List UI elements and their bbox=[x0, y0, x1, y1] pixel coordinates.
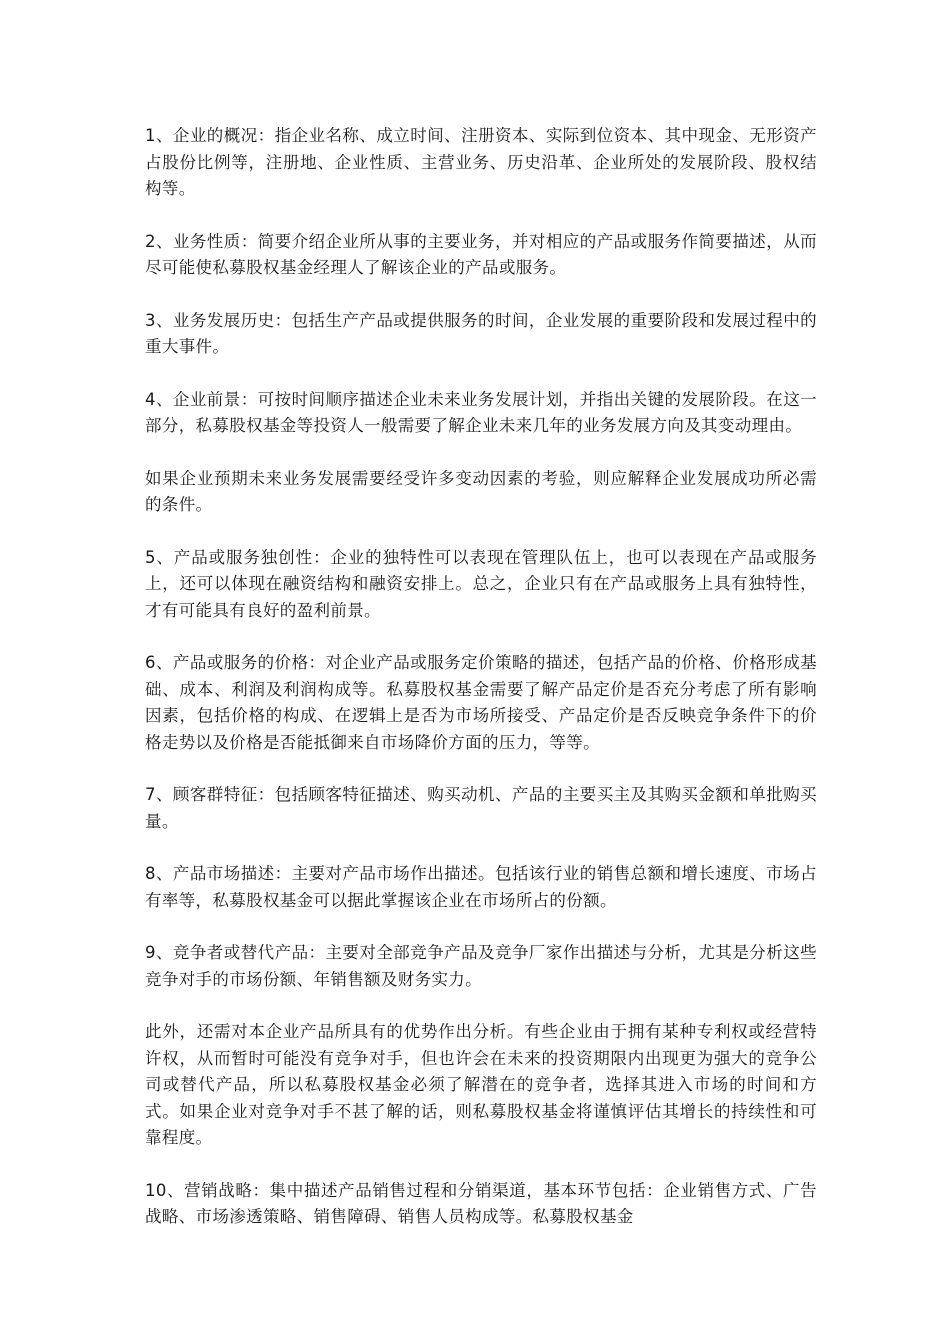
paragraph-success-conditions: 如果企业预期未来业务发展需要经受许多变动因素的考验，则应解释企业发展成功所必需的条件。 bbox=[145, 468, 817, 514]
paragraph-market-description: 8、产品市场描述：主要对产品市场作出描述。包括该行业的销售总额和增长速度、市场占有率等，私募股权基金可以据此掌握该企业在市场所占的份额。 bbox=[145, 864, 817, 910]
paragraph-product-uniqueness: 5、产品或服务独创性：企业的独特性可以表现在管理队伍上，也可以表现在产品或服务上，还可以体现在融资结构和融资安排上。总之，企业只有在产品或服务上具有独特性，才有可能具有良好的盈利前景。 bbox=[145, 547, 817, 620]
paragraph-company-overview: 1、企业的概况：指企业名称、成立时间、注册资本、实际到位资本、其中现金、无形资产占股份比例等，注册地、企业性质、主营业务、历史沿革、企业所处的发展阶段、股权结构等。 bbox=[145, 126, 817, 198]
paragraph-marketing-strategy: 10、营销战略：集中描述产品销售过程和分销渠道，基本环节包括：企业销售方式、广告战略、市场渗透策略、销售障碍、销售人员构成等。私募股权基金 bbox=[145, 1180, 817, 1226]
paragraph-competitors: 9、竞争者或替代产品：主要对全部竞争产品及竞争厂家作出描述与分析，尤其是分析这些竞争对手的市场份额、年销售额及财务实力。 bbox=[145, 943, 817, 989]
paragraph-product-pricing: 6、产品或服务的价格：对企业产品或服务定价策略的描述，包括产品的价格、价格形成基础、成本、利润及利润构成等。私募股权基金需要了解产品定价是否充分考虑了所有影响因素，包括价格的构成、在逻辑上是否为市场所接受、产品定价是否反映竞争条件下的价格走势以及价格是否能抵御来自市场降价方面的压力，等等。 bbox=[145, 653, 817, 752]
paragraph-company-prospects: 4、企业前景：可按时间顺序描述企业未来业务发展计划，并指出关键的发展阶段。在这一部分，私募股权基金等投资人一般需要了解企业未来几年的业务发展方向及其变动理由。 bbox=[145, 389, 817, 435]
paragraph-competitive-advantage: 此外，还需对本企业产品所具有的优势作出分析。有些企业由于拥有某种专利权或经营特许权，从而暂时可能没有竞争对手，但也许会在未来的投资期限内出现更为强大的竞争公司或替代产品，所以私募股权基金必须了解潜在的竞争者，选择其进入市场的时间和方式。如果企业对竞争对手不甚了解的话，则私募股权基金将谨慎评估其增长的持续性和可靠程度。 bbox=[145, 1022, 817, 1147]
paragraph-business-history: 3、业务发展历史：包括生产产品或提供服务的时间，企业发展的重要阶段和发展过程中的重大事件。 bbox=[145, 310, 817, 356]
paragraph-customer-profile: 7、顾客群特征：包括顾客特征描述、购买动机、产品的主要买主及其购买金额和单批购买量。 bbox=[145, 785, 817, 831]
paragraph-business-nature: 2、业务性质：简要介绍企业所从事的主要业务，并对相应的产品或服务作简要描述，从而尽可能使私募股权基金经理人了解该企业的产品或服务。 bbox=[145, 231, 817, 277]
document-body bbox=[145, 123, 817, 1257]
